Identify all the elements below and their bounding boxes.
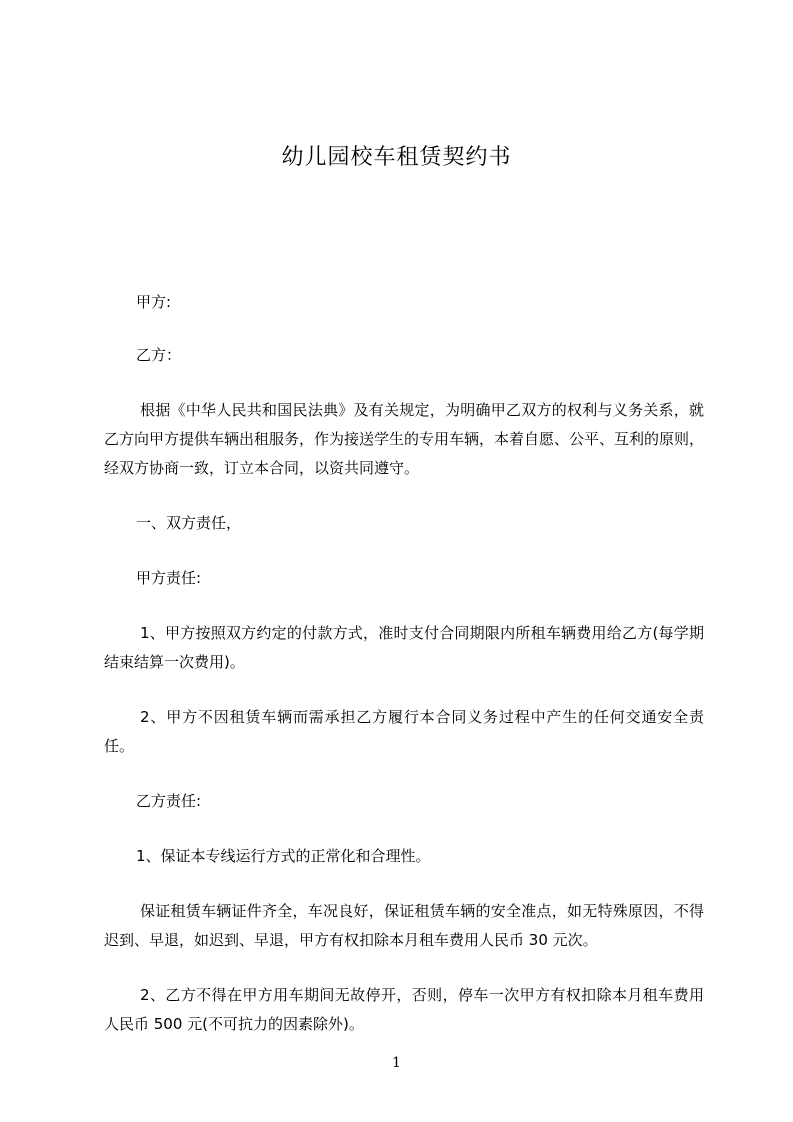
party-a-duties-heading: 甲方责任: bbox=[136, 569, 202, 587]
party-a-line: 甲方: bbox=[136, 293, 172, 311]
document-body bbox=[104, 288, 704, 1039]
preamble-paragraph: 根据《中华人民共和国民法典》及有关规定，为明确甲乙双方的权利与义务关系，就乙方向甲方提供车辆出租服务，作为接送学生的专用车辆，本着自愿、公平、互利的原则，经双方协商一致，订立本合同，以资共同遵守。 bbox=[104, 401, 705, 477]
party-b-duty-1: 1、保证本专线运行方式的正常化和合理性。 bbox=[136, 847, 431, 865]
party-b-duty-2: 2、乙方不得在甲方用车期间无故停开，否则，停车一次甲方有权扣除本月租车费用人民币 500 元(不可抗力的因素除外)。 bbox=[104, 986, 704, 1033]
party-b-line: 乙方： bbox=[136, 346, 182, 364]
party-b-duties-heading: 乙方责任: bbox=[136, 792, 202, 810]
party-a-duty-1: 1、甲方按照双方约定的付款方式，准时支付合同期限内所租车辆费用给乙方(每学期结束结算一次费用)。 bbox=[104, 624, 704, 671]
party-b-duty-1-detail: 保证租赁车辆证件齐全，车况良好，保证租赁车辆的安全准点，如无特殊原因，不得迟到、早退，如迟到、早退，甲方有权扣除本月租车费用人民币 30 元次。 bbox=[104, 902, 704, 949]
document-title: 幼儿园校车租赁契约书 bbox=[281, 145, 512, 170]
page-number: 1 bbox=[392, 1055, 401, 1071]
party-a-duty-2: 2、甲方不因租赁车辆而需承担乙方履行本合同义务过程中产生的任何交通安全责任。 bbox=[104, 708, 704, 755]
section-1-heading: 一、双方责任， bbox=[136, 514, 242, 532]
